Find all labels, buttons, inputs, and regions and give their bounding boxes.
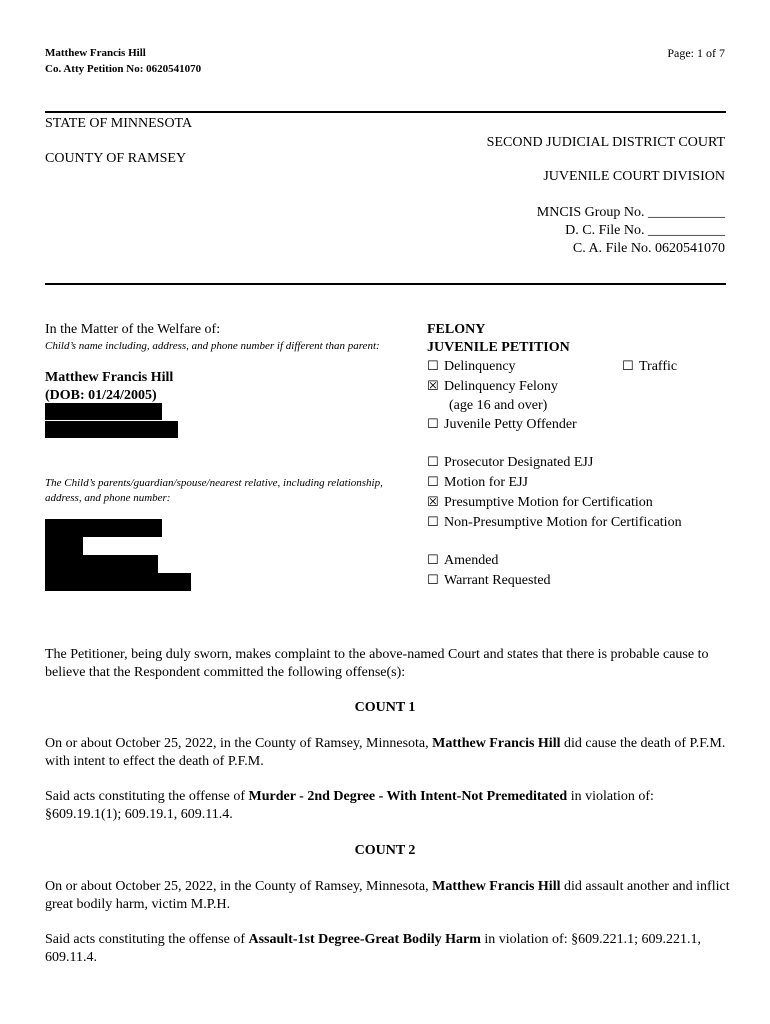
count-2-respondent-name: Matthew Francis Hill bbox=[432, 879, 561, 894]
option-petty-offender[interactable] bbox=[427, 416, 577, 434]
count-1-statute: in violation of: §609.19.1(1); 609.19.1, 609.11.4. bbox=[45, 789, 654, 822]
option-delinquency[interactable] bbox=[427, 358, 516, 376]
option-non-presumptive-certification[interactable] bbox=[427, 514, 682, 532]
dc-file-number: D. C. File No. ___________ bbox=[565, 223, 725, 238]
option-petty-offender-label: Juvenile Petty Offender bbox=[444, 417, 577, 432]
count-2-heading: COUNT 2 bbox=[354, 843, 416, 858]
count-2-paragraph-2 bbox=[45, 931, 730, 967]
option-non-presumptive-certification-label: Non-Presumptive Motion for Certification bbox=[444, 515, 682, 530]
option-amended-label: Amended bbox=[444, 553, 499, 568]
option-traffic-label: Traffic bbox=[639, 359, 678, 374]
count-1-offense-intro: Said acts constituting the offense of bbox=[45, 789, 249, 804]
count-1-offense: Murder - 2nd Degree - With Intent-Not Premeditated bbox=[248, 789, 568, 804]
checkbox-unchecked-icon[interactable]: ☐ bbox=[427, 515, 439, 530]
age-note: (age 16 and over) bbox=[449, 398, 548, 413]
court-label: SECOND JUDICIAL DISTRICT COURT bbox=[486, 135, 725, 150]
header-petition-number: Co. Atty Petition No: 0620541070 bbox=[45, 63, 202, 75]
option-warrant-requested[interactable] bbox=[427, 572, 551, 590]
mncis-group-number: MNCIS Group No. ___________ bbox=[536, 205, 725, 220]
checkbox-unchecked-icon[interactable]: ☐ bbox=[427, 359, 439, 374]
option-motion-ejj[interactable] bbox=[427, 474, 528, 492]
count-2-offense-intro: Said acts constituting the offense of bbox=[45, 932, 249, 947]
option-presumptive-certification-label: Presumptive Motion for Certification bbox=[444, 495, 653, 510]
count-2-text-a: On or about October 25, 2022, in the County of Ramsey, Minnesota, bbox=[45, 879, 433, 894]
intro-paragraph: The Petitioner, being duly sworn, makes complaint to the above-named Court and states that there is probable cause to believe that the Respondent committed the following offense(s): bbox=[45, 647, 709, 680]
option-prosecutor-ejj-label: Prosecutor Designated EJJ bbox=[444, 455, 594, 470]
child-note: Child’s name including, address, and phone number if different than parent: bbox=[45, 340, 380, 352]
petition-title-felony: FELONY bbox=[427, 322, 486, 337]
parents-note: The Child’s parents/guardian/spouse/nearest relative, including relationship, address, and phone number: bbox=[45, 477, 383, 504]
count-1-heading: COUNT 1 bbox=[354, 700, 416, 715]
checkbox-unchecked-icon[interactable]: ☐ bbox=[622, 359, 634, 374]
checkbox-unchecked-icon[interactable]: ☐ bbox=[427, 417, 439, 432]
ca-file-number: C. A. File No. 0620541070 bbox=[572, 241, 725, 256]
page-number: Page: 1 of 7 bbox=[667, 46, 725, 60]
redacted-parent-1 bbox=[45, 519, 162, 537]
count-1-text-a: On or about October 25, 2022, in the County of Ramsey, Minnesota, bbox=[45, 736, 433, 751]
count-1-paragraph-2 bbox=[45, 788, 730, 824]
checkbox-unchecked-icon[interactable]: ☐ bbox=[427, 455, 439, 470]
petition-title-juvenile: JUVENILE PETITION bbox=[427, 340, 570, 355]
option-warrant-requested-label: Warrant Requested bbox=[444, 573, 551, 588]
option-delinquency-felony[interactable] bbox=[427, 378, 558, 396]
option-motion-ejj-label: Motion for EJJ bbox=[444, 475, 528, 490]
option-presumptive-certification[interactable] bbox=[427, 494, 653, 512]
count-2-text-b: did assault another and inflict great bodily harm, victim M.P.H. bbox=[45, 879, 730, 912]
option-delinquency-label: Delinquency bbox=[444, 359, 516, 374]
redacted-parent-4 bbox=[45, 573, 191, 591]
header-name: Matthew Francis Hill bbox=[45, 47, 146, 59]
matter-heading: In the Matter of the Welfare of: bbox=[45, 322, 221, 337]
redacted-address-1 bbox=[45, 403, 162, 420]
state-label: STATE OF MINNESOTA bbox=[45, 116, 193, 131]
checkbox-checked-icon[interactable]: ☒ bbox=[427, 379, 439, 394]
division-label: JUVENILE COURT DIVISION bbox=[543, 169, 725, 184]
count-1-respondent-name: Matthew Francis Hill bbox=[432, 736, 561, 751]
count-1-paragraph-1 bbox=[45, 735, 730, 771]
checkbox-unchecked-icon[interactable]: ☐ bbox=[427, 475, 439, 490]
redacted-parent-3 bbox=[45, 555, 158, 573]
child-name: Matthew Francis Hill bbox=[45, 370, 174, 385]
count-2-statute: in violation of: §609.221.1; 609.221.1, 609.11.4. bbox=[45, 932, 701, 965]
county-label: COUNTY OF RAMSEY bbox=[45, 151, 187, 166]
checkbox-checked-icon[interactable]: ☒ bbox=[427, 495, 439, 510]
option-amended[interactable] bbox=[427, 552, 498, 570]
checkbox-unchecked-icon[interactable]: ☐ bbox=[427, 553, 439, 568]
count-1-text-b: did cause the death of P.F.M. with intent to effect the death of P.F.M. bbox=[45, 736, 726, 769]
checkbox-unchecked-icon[interactable]: ☐ bbox=[427, 573, 439, 588]
caption-rule bbox=[45, 283, 726, 285]
top-rule bbox=[45, 111, 726, 113]
option-delinquency-felony-label: Delinquency Felony bbox=[444, 379, 558, 394]
option-traffic[interactable] bbox=[622, 358, 677, 376]
child-dob: (DOB: 01/24/2005) bbox=[45, 388, 157, 403]
redacted-address-2 bbox=[45, 421, 178, 438]
count-2-paragraph-1 bbox=[45, 878, 730, 914]
count-2-offense: Assault-1st Degree-Great Bodily Harm bbox=[248, 932, 481, 947]
redacted-parent-2 bbox=[45, 537, 83, 555]
option-prosecutor-ejj[interactable] bbox=[427, 454, 593, 472]
